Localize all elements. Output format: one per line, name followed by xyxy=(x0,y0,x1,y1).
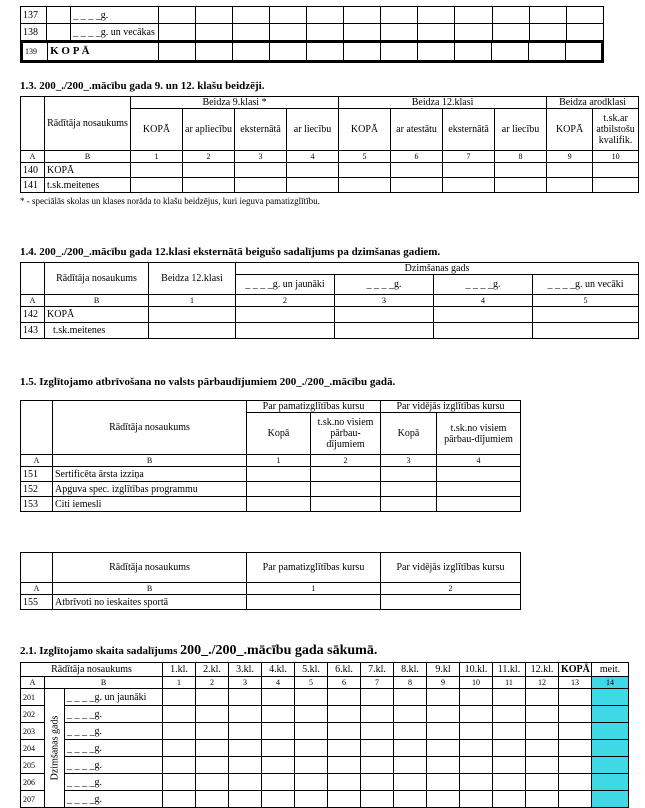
col-number: 6 xyxy=(328,677,361,689)
col-number: 4 xyxy=(287,151,339,163)
col-letter: A xyxy=(21,677,45,689)
row-code: 141 xyxy=(21,178,45,193)
section-1-3-title: 1.3. 200_./200_.mācību gada 9. un 12. klašu beidzēji. xyxy=(20,80,265,92)
section-2-1-title: 2.1. Izglītojamo skaita sadalījums 200_./200_.mācību gada sākumā. xyxy=(20,643,378,658)
row-label: Citi iemesli xyxy=(53,497,247,512)
table-row xyxy=(21,467,521,482)
header-group-12: Beidza 12.klasi xyxy=(339,97,547,109)
col-letter: B xyxy=(45,295,149,307)
row-label: _ _ _ _g. un jaunāki xyxy=(65,689,163,706)
col-number: 8 xyxy=(394,677,427,689)
col-header: 1.kl. xyxy=(163,663,196,677)
table-1-3 xyxy=(20,96,639,193)
table-1-5b xyxy=(20,552,521,610)
col-number: 3 xyxy=(235,151,287,163)
header-secondary: Par vidējās izglītības kursu xyxy=(381,553,521,583)
header-finished: Beidza 12.klasi xyxy=(149,263,236,295)
row-code: 151 xyxy=(21,467,53,482)
col-number: 2 xyxy=(196,677,229,689)
table-row xyxy=(21,178,639,193)
table-row xyxy=(21,723,629,740)
header-basic: Par pamatizglītības kursu xyxy=(247,553,381,583)
footnote: * - speciālās skolas un klases norāda to klašu beidzējus, kuri ieguva pamatizglītību. xyxy=(20,196,320,206)
total-label: K O P Ā xyxy=(48,42,159,62)
col-number: 1 xyxy=(247,455,311,467)
row-code: 142 xyxy=(21,307,45,323)
col-header: 7.kl. xyxy=(361,663,394,677)
row-code: 137 xyxy=(21,7,47,24)
section-1-4-title: 1.4. 200_./200_.mācību gada 12.klasi eksternātā beigušo sadalījums pa dzimšanas gadiem. xyxy=(20,246,441,258)
col-letter: A xyxy=(21,295,45,307)
row-label: t.sk.meitenes xyxy=(45,323,149,339)
col-header: eksternātā xyxy=(443,109,495,151)
header-group-9: Beidza 9.klasi * xyxy=(131,97,339,109)
row-label: t.sk.meitenes xyxy=(45,178,131,193)
col-header: _ _ _ _g. un vecāki xyxy=(533,275,639,295)
row-code: 207 xyxy=(21,791,45,808)
row-label: _ _ _ _g. un vecākas xyxy=(71,24,158,41)
col-header: 3.kl. xyxy=(229,663,262,677)
col-number: 4 xyxy=(437,455,521,467)
row-code: 140 xyxy=(21,163,45,178)
header-indicator: Rādītāja nosaukums xyxy=(45,97,131,151)
col-number: 2 xyxy=(311,455,381,467)
col-header: 6.kl. xyxy=(328,663,361,677)
col-header: KOPĀ xyxy=(339,109,391,151)
col-header: t.sk.no visiem pārbau-dījumiem xyxy=(437,413,521,455)
table-1-4 xyxy=(20,262,639,339)
col-header: ar atestātu xyxy=(391,109,443,151)
col-letter: B xyxy=(45,151,131,163)
col-header: 8.kl. xyxy=(394,663,427,677)
table-row xyxy=(21,774,629,791)
col-header: 5.kl. xyxy=(295,663,328,677)
row-code: 206 xyxy=(21,774,45,791)
col-header: _ _ _ _g. xyxy=(335,275,434,295)
col-letter: B xyxy=(45,677,163,689)
header-group-voc: Beidza arodklasi xyxy=(547,97,639,109)
header-indicator: Rādītāja nosaukums xyxy=(21,663,163,677)
table-row xyxy=(21,163,639,178)
col-number: 5 xyxy=(295,677,328,689)
col-header: _ _ _ _g. un jaunāki xyxy=(236,275,335,295)
col-number: 3 xyxy=(335,295,434,307)
col-number: 9 xyxy=(547,151,593,163)
header-indicator: Rādītāja nosaukums xyxy=(45,263,149,295)
table-row xyxy=(21,706,629,723)
col-header: 12.kl. xyxy=(526,663,559,677)
table-row xyxy=(21,24,604,41)
col-letter: B xyxy=(53,455,247,467)
col-header: 2.kl. xyxy=(196,663,229,677)
side-label-cell xyxy=(45,689,65,808)
table-row xyxy=(21,7,604,24)
col-number: 4 xyxy=(434,295,533,307)
header-indicator: Rādītāja nosaukums xyxy=(53,401,247,455)
row-code: 203 xyxy=(21,723,45,740)
col-number: 13 xyxy=(559,677,592,689)
col-header: Kopā xyxy=(381,413,437,455)
row-label: Apguva spec. izglītības programmu xyxy=(53,482,247,497)
header-secondary: Par vidējās izglītības kursu xyxy=(381,401,521,413)
table-1-5 xyxy=(20,400,521,512)
col-header: meit. xyxy=(592,663,629,677)
col-header: 9.kl xyxy=(427,663,460,677)
col-header: 11.kl. xyxy=(493,663,526,677)
table-row xyxy=(21,497,521,512)
col-letter: A xyxy=(21,583,53,595)
col-number: 10 xyxy=(460,677,493,689)
col-number: 3 xyxy=(229,677,262,689)
col-header: Kopā xyxy=(247,413,311,455)
col-number: 2 xyxy=(236,295,335,307)
col-number: 12 xyxy=(526,677,559,689)
row-code: 205 xyxy=(21,757,45,774)
col-number: 2 xyxy=(183,151,235,163)
col-number: 3 xyxy=(381,455,437,467)
row-code: 204 xyxy=(21,740,45,757)
header-basic: Par pamatizglītības kursu xyxy=(247,401,381,413)
row-label: _ _ _ _g. xyxy=(65,723,163,740)
col-header: eksternātā xyxy=(235,109,287,151)
col-letter: B xyxy=(53,583,247,595)
col-number: 6 xyxy=(391,151,443,163)
col-number: 7 xyxy=(443,151,495,163)
col-number: 1 xyxy=(149,295,236,307)
header-birth-year: Dzimšanas gads xyxy=(236,263,639,275)
col-letter: A xyxy=(21,151,45,163)
table-row xyxy=(21,323,639,339)
row-label: Sertificēta ārsta izziņa xyxy=(53,467,247,482)
row-label: KOPĀ xyxy=(45,163,131,178)
table-row xyxy=(21,482,521,497)
table-row xyxy=(21,740,629,757)
col-number: 9 xyxy=(427,677,460,689)
col-number: 1 xyxy=(163,677,196,689)
table-row xyxy=(21,757,629,774)
col-header: KOPĀ xyxy=(547,109,593,151)
row-code: 155 xyxy=(21,595,53,610)
col-number: 14 xyxy=(592,677,629,689)
row-label: _ _ _ _g. xyxy=(65,757,163,774)
row-code: 152 xyxy=(21,482,53,497)
top-table xyxy=(20,6,604,41)
header-indicator: Rādītāja nosaukums xyxy=(53,553,247,583)
row-label: _ _ _ _g. xyxy=(65,706,163,723)
total-row xyxy=(22,42,603,62)
row-code: 201 xyxy=(21,689,45,706)
col-header: ar apliecību xyxy=(183,109,235,151)
row-code: 202 xyxy=(21,706,45,723)
col-header: t.sk.no visiem pārbau-dījumiem xyxy=(311,413,381,455)
side-label: Dzimšanas gads xyxy=(49,715,60,781)
col-letter: A xyxy=(21,455,53,467)
total-code: 139 xyxy=(22,42,48,62)
col-header: 10.kl. xyxy=(460,663,493,677)
row-label: _ _ _ _g. xyxy=(65,791,163,808)
col-header-total: KOPĀ xyxy=(559,663,592,677)
total-row-table xyxy=(20,40,604,63)
table-row xyxy=(21,595,521,610)
col-header: ar liecību xyxy=(495,109,547,151)
row-label: _ _ _ _g. xyxy=(71,7,158,24)
row-label: _ _ _ _g. xyxy=(65,774,163,791)
col-header: 4.kl. xyxy=(262,663,295,677)
col-number: 1 xyxy=(131,151,183,163)
col-header: t.sk.ar atbilstošu kvalifik. xyxy=(593,109,639,151)
col-number: 4 xyxy=(262,677,295,689)
col-number: 5 xyxy=(533,295,639,307)
col-number: 11 xyxy=(493,677,526,689)
col-header: _ _ _ _g. xyxy=(434,275,533,295)
row-code: 138 xyxy=(21,24,47,41)
col-number: 7 xyxy=(361,677,394,689)
section-1-5-title: 1.5. Izglītojamo atbrīvošana no valsts pārbaudījumiem 200_./200_.mācību gadā. xyxy=(20,376,396,388)
row-label: _ _ _ _g. xyxy=(65,740,163,757)
col-number: 10 xyxy=(593,151,639,163)
row-code: 143 xyxy=(21,323,45,339)
col-header: KOPĀ xyxy=(131,109,183,151)
table-2-1 xyxy=(20,662,629,808)
col-number: 8 xyxy=(495,151,547,163)
row-label: KOPĀ xyxy=(45,307,149,323)
col-header: ar liecību xyxy=(287,109,339,151)
col-number: 1 xyxy=(247,583,381,595)
col-number: 2 xyxy=(381,583,521,595)
table-row xyxy=(21,689,629,706)
row-code: 153 xyxy=(21,497,53,512)
table-row xyxy=(21,307,639,323)
table-row xyxy=(21,791,629,808)
col-number: 5 xyxy=(339,151,391,163)
row-label: Atbrīvoti no ieskaites sportā xyxy=(53,595,247,610)
